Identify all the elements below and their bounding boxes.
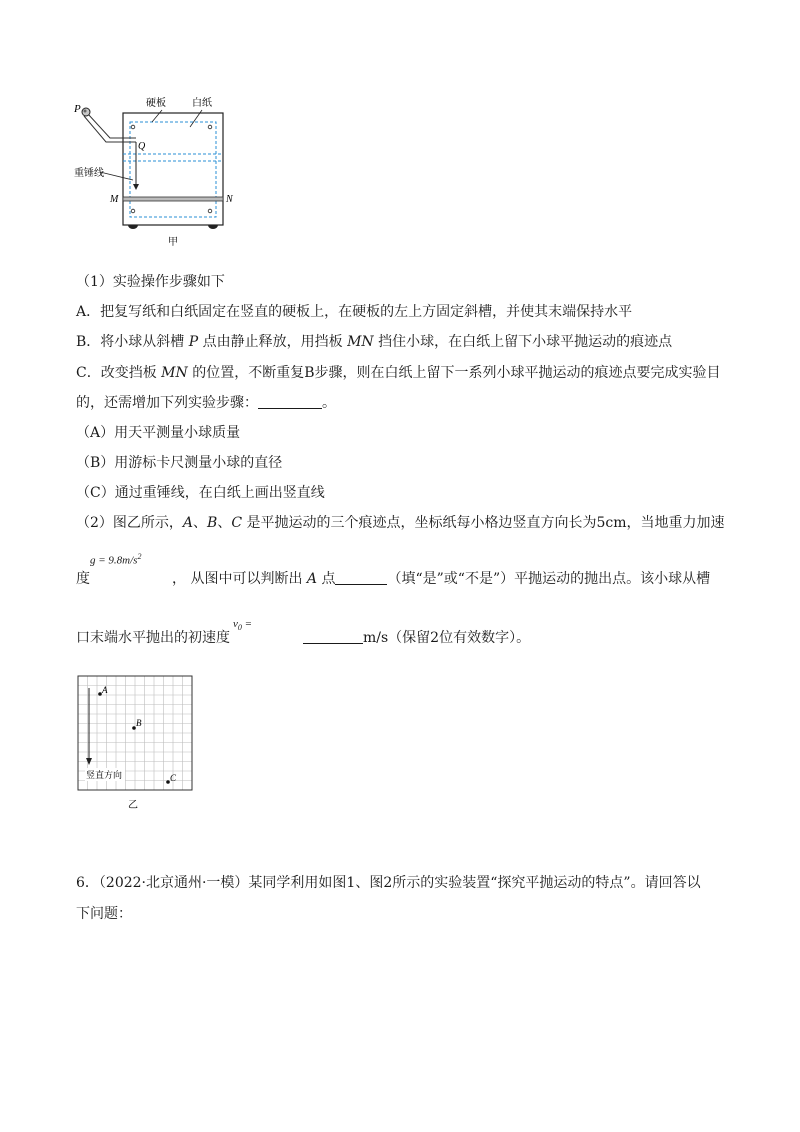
formula-g: $g = 9.8m/s^2$ bbox=[90, 552, 142, 567]
grid-figure bbox=[70, 666, 200, 816]
answer-blank-2[interactable] bbox=[335, 570, 387, 585]
step-c: C．改变挡板 MN 的位置，不断重复B步骤，则在白纸上留下一系列小球平抛运动的痕迹点要完成实验目 bbox=[76, 365, 721, 381]
label-m: M bbox=[110, 194, 119, 205]
question-2-cont: 度 ， 从图中可以判断出 A 点 （填“是”或“不是”）平抛运动的抛出点。该小球从槽 bbox=[76, 571, 711, 587]
answer-blank-3[interactable] bbox=[303, 629, 363, 644]
formula-v0: $v_0$ = bbox=[233, 618, 253, 633]
caption-jia: 甲 bbox=[168, 237, 178, 248]
label-p: P bbox=[74, 103, 81, 115]
option-b: （B）用游标卡尺测量小球的直径 bbox=[76, 455, 283, 471]
apparatus-figure bbox=[70, 92, 240, 252]
label-q: Q bbox=[138, 141, 146, 152]
baffle-mn bbox=[123, 197, 223, 201]
step-c-cont: 的，还需增加下列实验步骤： 。 bbox=[76, 395, 336, 411]
step-b: B．将小球从斜槽 P 点由静止释放，用挡板 MN 挡住小球，在白纸上留下小球平抛运动的痕迹点 bbox=[76, 334, 673, 350]
white-paper bbox=[130, 122, 216, 217]
question-2: （2）图乙所示，A、B、C 是平抛运动的三个痕迹点，坐标纸每小格边竖直方向长为5cm，当地重力加速 bbox=[76, 515, 725, 531]
label-plumb: 重锤线 bbox=[74, 168, 104, 179]
step-a: A．把复写纸和白纸固定在竖直的硬板上，在硬板的左上方固定斜槽，并使其末端保持水平 bbox=[76, 304, 633, 320]
question-2-cont2: 口末端水平抛出的初速度 m/s（保留2位有效数字）。 bbox=[76, 630, 531, 646]
label-paper: 白纸 bbox=[192, 98, 212, 109]
label-vertical: 竖直方向 bbox=[86, 770, 123, 780]
step-title: （1）实验操作步骤如下 bbox=[76, 274, 225, 290]
label-a: A bbox=[102, 685, 108, 695]
answer-blank-1[interactable] bbox=[258, 394, 322, 409]
label-c: C bbox=[170, 773, 177, 783]
label-n: N bbox=[226, 194, 233, 205]
hard-board bbox=[123, 113, 223, 225]
label-board: 硬板 bbox=[146, 98, 166, 109]
option-a: （A）用天平测量小球质量 bbox=[76, 425, 241, 441]
option-c: （C）通过重锤线，在白纸上画出竖直线 bbox=[76, 485, 325, 501]
caption-yi: 乙 bbox=[128, 800, 138, 811]
question-6-cont: 下问题： bbox=[76, 906, 132, 922]
question-6: 6．（2022·北京通州·一模）某同学利用如图1、图2所示的实验装置“探究平抛运动的特点”。请回答以 bbox=[76, 875, 701, 891]
label-b: B bbox=[136, 718, 142, 728]
